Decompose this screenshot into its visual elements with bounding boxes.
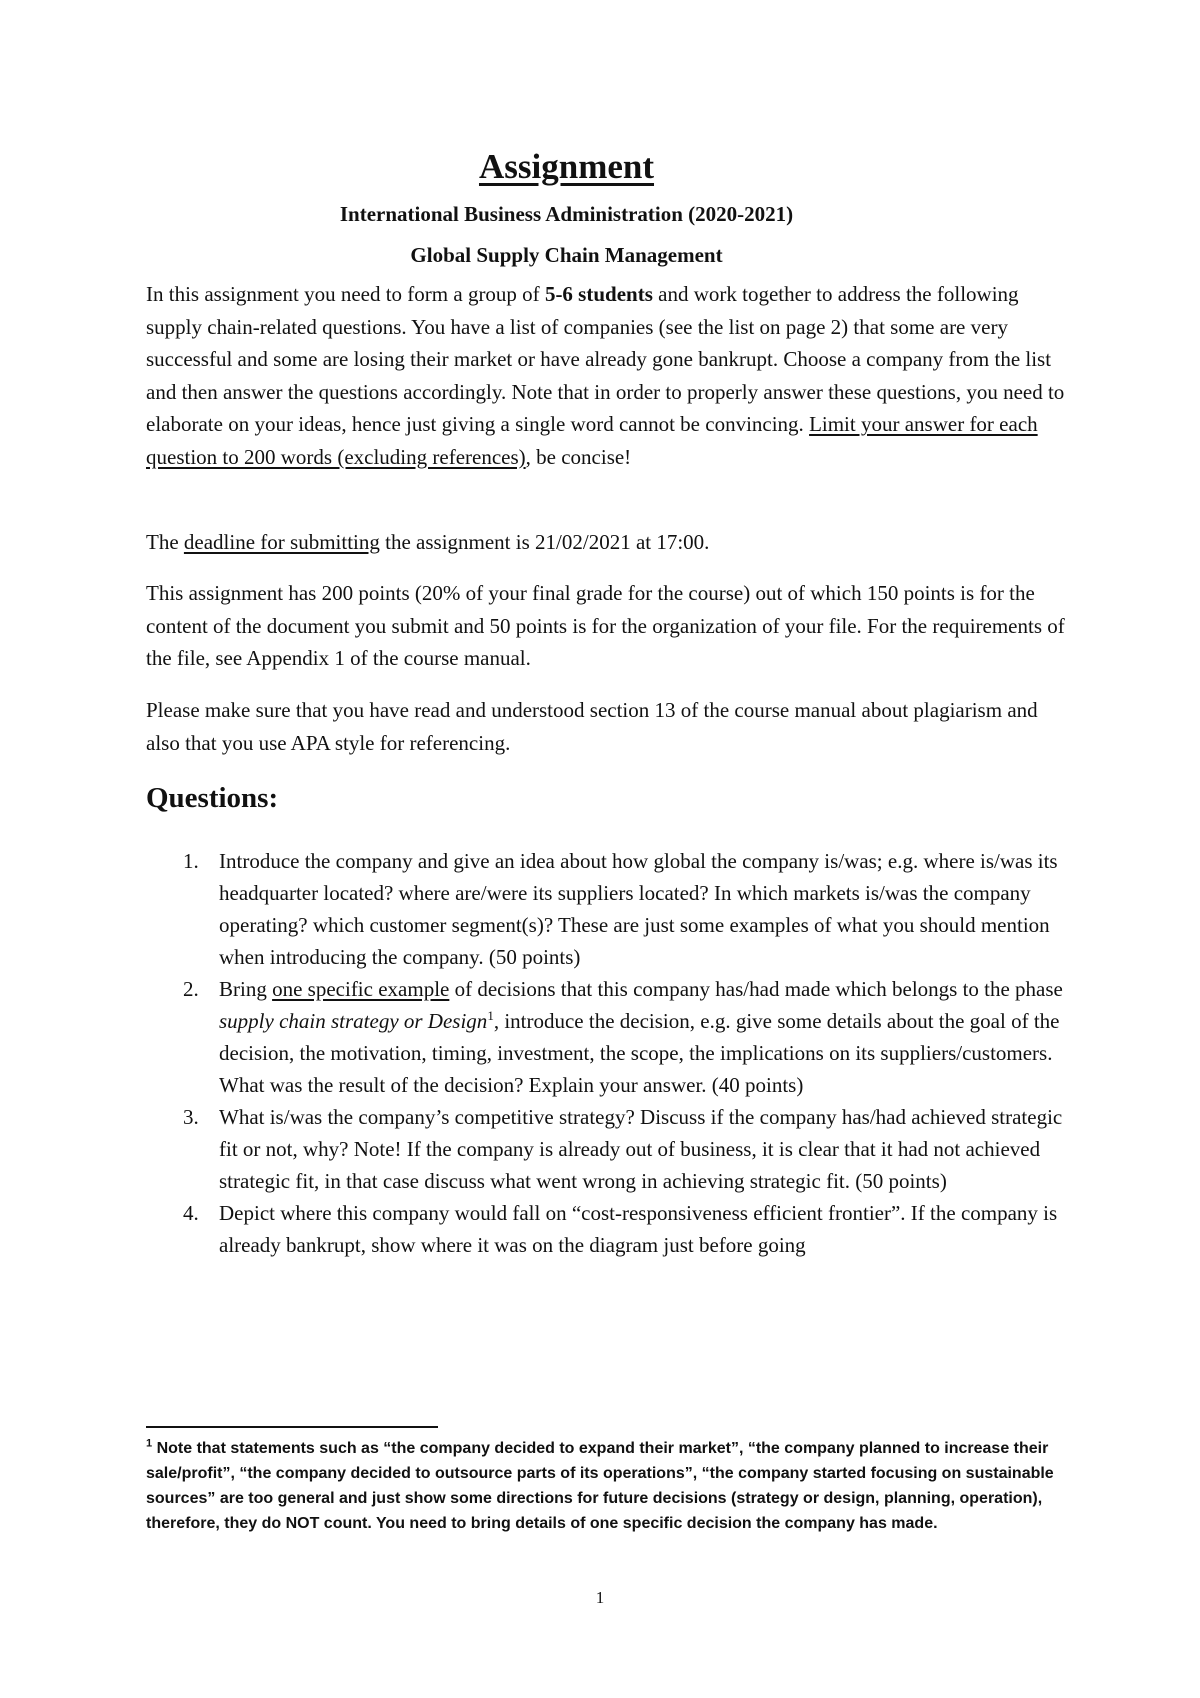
deadline-text-1: The: [146, 530, 184, 554]
questions-heading: Questions:: [146, 782, 279, 814]
question-text: Introduce the company and give an idea about how global the company is/was; e.g. where is/was its headquarter located? where are/were its suppliers located? In which markets is/was the company operating? which customer segment(s)? These are just some examples of what you should mention when introducing the company. (50 points): [219, 849, 1058, 969]
list-item: [146, 973, 1066, 1101]
intro-text-3: , be concise!: [525, 444, 632, 469]
questions-list: [146, 845, 1066, 1261]
deadline-link[interactable]: deadline for submitting: [183, 530, 380, 554]
question-number: 2.: [183, 977, 199, 1001]
group-size: 5-6 students: [544, 282, 653, 306]
course-subtitle: Global Supply Chain Management: [410, 243, 723, 267]
page-number: 1: [595, 1588, 605, 1607]
footnote-ref[interactable]: 1: [487, 1008, 494, 1023]
question-number: 1.: [183, 849, 199, 873]
footnote-divider: [146, 1426, 438, 1428]
question-text: What is/was the company’s competitive strategy? Discuss if the company has/had achieved strategic fit or not, why? Note! If the company is already out of business, it is clear that it had not achieved strategic fit, in that case discuss what went wrong in achieving strategic fit. (50 points): [219, 1105, 1063, 1193]
question-text-1: Bring: [219, 977, 273, 1001]
list-item: [146, 1101, 1066, 1197]
points-paragraph: This assignment has 200 points (20% of your final grade for the course) out of which 150 points is for the content of the document you submit and 50 points is for the organization of your file. For the requirements of the file, see Appendix 1 of the course manual.: [146, 581, 1065, 670]
footnote-marker: 1: [146, 1437, 153, 1450]
phase-name: supply chain strategy or Design: [219, 1009, 488, 1033]
word-limit-note: Limit your answer for each question to 200 words (excluding references): [146, 412, 1038, 469]
question-text: Depict where this company would fall on “cost-responsiveness efficient frontier”. If the company is already bankrupt, show where it was on the diagram just before going: [219, 1201, 1058, 1257]
question-number: 3.: [183, 1105, 199, 1129]
list-item: [146, 1197, 1066, 1261]
footnote-text: Note that statements such as “the company decided to expand their market”, “the company planned to increase their sale/profit”, “the company decided to outsource parts of its operations”, “the company started focusing on sustainable sources” are too general and just show some directions for future decisions (strategy or design, planning, operation), therefore, they do NOT count. You need to bring details of one specific decision the company has made.: [146, 1440, 1054, 1532]
deadline-paragraph: [146, 526, 1066, 559]
question-text-3: , introduce the decision, e.g. give some details about the goal of the decision, the motivation, timing, investment, the scope, the implications on its suppliers/customers. What was the result of the decision? Explain your answer. (40 points): [219, 1009, 1060, 1097]
footnote: [146, 1436, 1066, 1536]
question-text-2: of decisions that this company has/had made which belongs to the phase: [449, 977, 1063, 1001]
plagiarism-paragraph: Please make sure that you have read and understood section 13 of the course manual about plagiarism and also that you use APA style for referencing.: [146, 698, 1038, 755]
page-title: Assignment: [478, 147, 655, 186]
question-number: 4.: [183, 1201, 199, 1225]
list-item: [146, 845, 1066, 973]
intro-text-1: In this assignment you need to form a group of: [146, 282, 545, 306]
deadline-text-2: the assignment is 21/02/2021 at 17:00.: [379, 530, 710, 554]
specific-example-underline: one specific example: [272, 977, 450, 1001]
program-subtitle: International Business Administration (2020-2021): [339, 202, 794, 226]
intro-text-2: and work together to address the following supply chain-related questions. You have a list of companies (see the list on page 2) that some are very successful and some are losing their market or have already gone bankrupt. Choose a company from the list and then answer the questions accordingly. Note that in order to properly answer these questions, you need to elaborate on your ideas, hence just giving a single word cannot be convincing.: [146, 282, 1065, 436]
intro-paragraph: [146, 278, 1066, 473]
